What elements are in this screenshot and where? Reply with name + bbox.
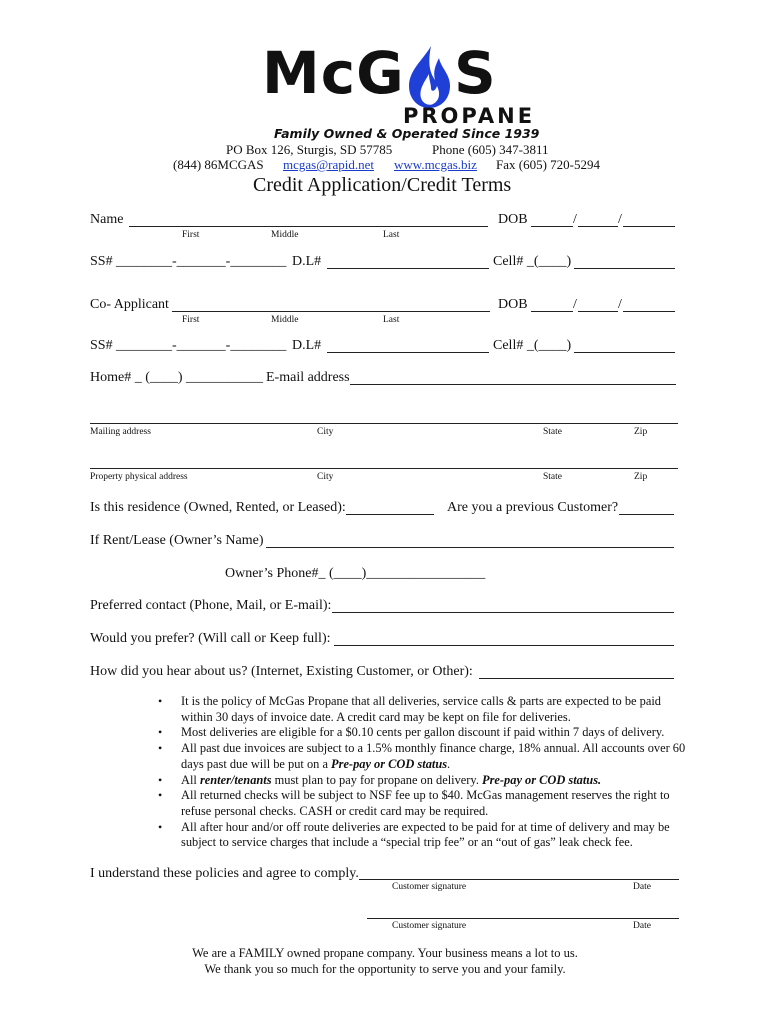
footer-line: We thank you so much for the opportunity to serve you and your family.	[204, 961, 566, 976]
logo-name-left: McG	[262, 39, 405, 107]
company-email-link[interactable]: mcgas@rapid.net	[283, 157, 375, 172]
owner-name-label: If Rent/Lease (Owner’s Name)	[90, 533, 264, 548]
company-tollfree: (844) 86MCGAS	[173, 157, 264, 172]
customer-signature-field[interactable]	[359, 879, 679, 880]
company-website-link[interactable]: www.mcgas.biz	[394, 157, 477, 172]
hear-about-field[interactable]	[479, 678, 674, 679]
email-label: E-mail address	[266, 370, 350, 385]
last-caption: Last	[383, 315, 400, 325]
dob-slash: /	[573, 212, 577, 227]
residence-field[interactable]	[346, 514, 434, 515]
owner-name-field[interactable]	[266, 547, 674, 548]
policy-item: • It is the policy of McGas Propane that all deliveries, service calls & parts are expected to be paid within 30 days of invoice date. A credit card may be kept on file for deliveries.	[148, 694, 688, 725]
policy-item: • All past due invoices are subject to a 1.5% monthly finance charge, 18% annual. All accounts over 60 days past due will be put on a Pre-pay or COD status.	[148, 741, 688, 772]
name-label: Name	[90, 212, 124, 227]
dob-year-field[interactable]	[623, 226, 675, 227]
middle-caption: Middle	[271, 230, 299, 240]
dob-slash: /	[618, 212, 622, 227]
middle-caption: Middle	[271, 315, 299, 325]
logo-name-right: S	[454, 39, 496, 107]
dl-label: D.L#	[292, 254, 322, 269]
dob-label: DOB	[498, 212, 528, 227]
cell-field[interactable]	[574, 268, 675, 269]
policy-item: • All renter/tenants must plan to pay for propane on delivery. Pre-pay or COD status.	[148, 773, 688, 789]
property-state-caption: State	[543, 472, 562, 482]
co-dl-label: D.L#	[292, 338, 322, 353]
previous-customer-label: Are you a previous Customer?	[447, 500, 619, 515]
mailing-state-caption: State	[543, 427, 562, 437]
prefer-field[interactable]	[334, 645, 674, 646]
policy-item: • All after hour and/or off route deliveries are expected to be paid for at time of delivery and may be subject to service charges that include a “special trip fee” or an “out of gas” leak check fee.	[148, 820, 688, 851]
dl-field[interactable]	[327, 268, 489, 269]
coapplicant-name-field[interactable]	[172, 311, 490, 312]
co-dl-field[interactable]	[327, 352, 489, 353]
agreement-statement: I understand these policies and agree to comply.	[90, 866, 359, 881]
name-field[interactable]	[129, 226, 488, 227]
preferred-contact-label: Preferred contact (Phone, Mail, or E-mail):	[90, 598, 332, 613]
hear-about-label: How did you hear about us? (Internet, Existing Customer, or Other):	[90, 664, 473, 679]
last-caption: Last	[383, 230, 400, 240]
prefer-label: Would you prefer? (Will call or Keep full):	[90, 631, 331, 646]
email-field[interactable]	[350, 384, 676, 385]
co-dob-year-field[interactable]	[623, 311, 675, 312]
company-phone: Phone (605) 347-3811	[432, 142, 549, 157]
signature-caption: Customer signature	[392, 921, 467, 931]
co-cell-label: Cell# _(____)	[493, 338, 572, 353]
first-caption: First	[182, 230, 200, 240]
flame-icon	[401, 44, 457, 110]
coapplicant-label: Co- Applicant	[90, 297, 169, 312]
co-ss-field[interactable]: ________-_______-________	[116, 338, 287, 353]
property-zip-caption: Zip	[634, 472, 648, 482]
co-dob-label: DOB	[498, 297, 528, 312]
company-fax: Fax (605) 720-5294	[496, 157, 600, 172]
policy-list	[148, 694, 688, 851]
footer-line: We are a FAMILY owned propane company. Your business means a lot to us.	[192, 946, 578, 960]
first-caption: First	[182, 315, 200, 325]
owner-phone-field[interactable]: Owner’s Phone#_ (____)_________________	[225, 566, 486, 581]
customer-signature-field-2[interactable]	[367, 918, 679, 919]
property-address-caption: Property physical address	[90, 472, 188, 482]
preferred-contact-field[interactable]	[332, 612, 674, 613]
property-address-field[interactable]	[90, 468, 678, 469]
logo-subtitle: PROPANE	[403, 104, 536, 128]
policy-item: • All returned checks will be subject to NSF fee up to $40. McGas management reserves the right to refuse personal checks. CASH or credit card may be required.	[148, 788, 688, 819]
home-phone-field[interactable]: Home# _ (____) ___________	[90, 370, 264, 385]
company-address: PO Box 126, Sturgis, SD 57785	[226, 142, 393, 157]
co-cell-field[interactable]	[574, 352, 675, 353]
mailing-zip-caption: Zip	[634, 427, 648, 437]
property-city-caption: City	[317, 472, 334, 482]
co-dob-month-field[interactable]	[531, 311, 573, 312]
dob-slash: /	[618, 297, 622, 312]
residence-label: Is this residence (Owned, Rented, or Leased):	[90, 500, 346, 515]
dob-day-field[interactable]	[578, 226, 618, 227]
co-ss-label: SS#	[90, 338, 113, 353]
cell-label: Cell# _(____)	[493, 254, 572, 269]
mailing-city-caption: City	[317, 427, 334, 437]
mailing-address-caption: Mailing address	[90, 427, 151, 437]
policy-item: • Most deliveries are eligible for a $0.10 cents per gallon discount if paid within 7 days of delivery.	[148, 725, 688, 741]
dob-month-field[interactable]	[531, 226, 573, 227]
dob-slash: /	[573, 297, 577, 312]
ss-field[interactable]: ________-_______-________	[116, 254, 287, 269]
footer-message	[0, 946, 770, 977]
previous-customer-field[interactable]	[619, 514, 674, 515]
signature-caption: Customer signature	[392, 882, 467, 892]
date-caption: Date	[633, 882, 651, 892]
logo-tagline: Family Owned & Operated Since 1939	[274, 126, 540, 141]
ss-label: SS#	[90, 254, 113, 269]
co-dob-day-field[interactable]	[578, 311, 618, 312]
page-title: Credit Application/Credit Terms	[253, 174, 512, 196]
date-caption: Date	[633, 921, 651, 931]
mailing-address-field[interactable]	[90, 423, 678, 424]
